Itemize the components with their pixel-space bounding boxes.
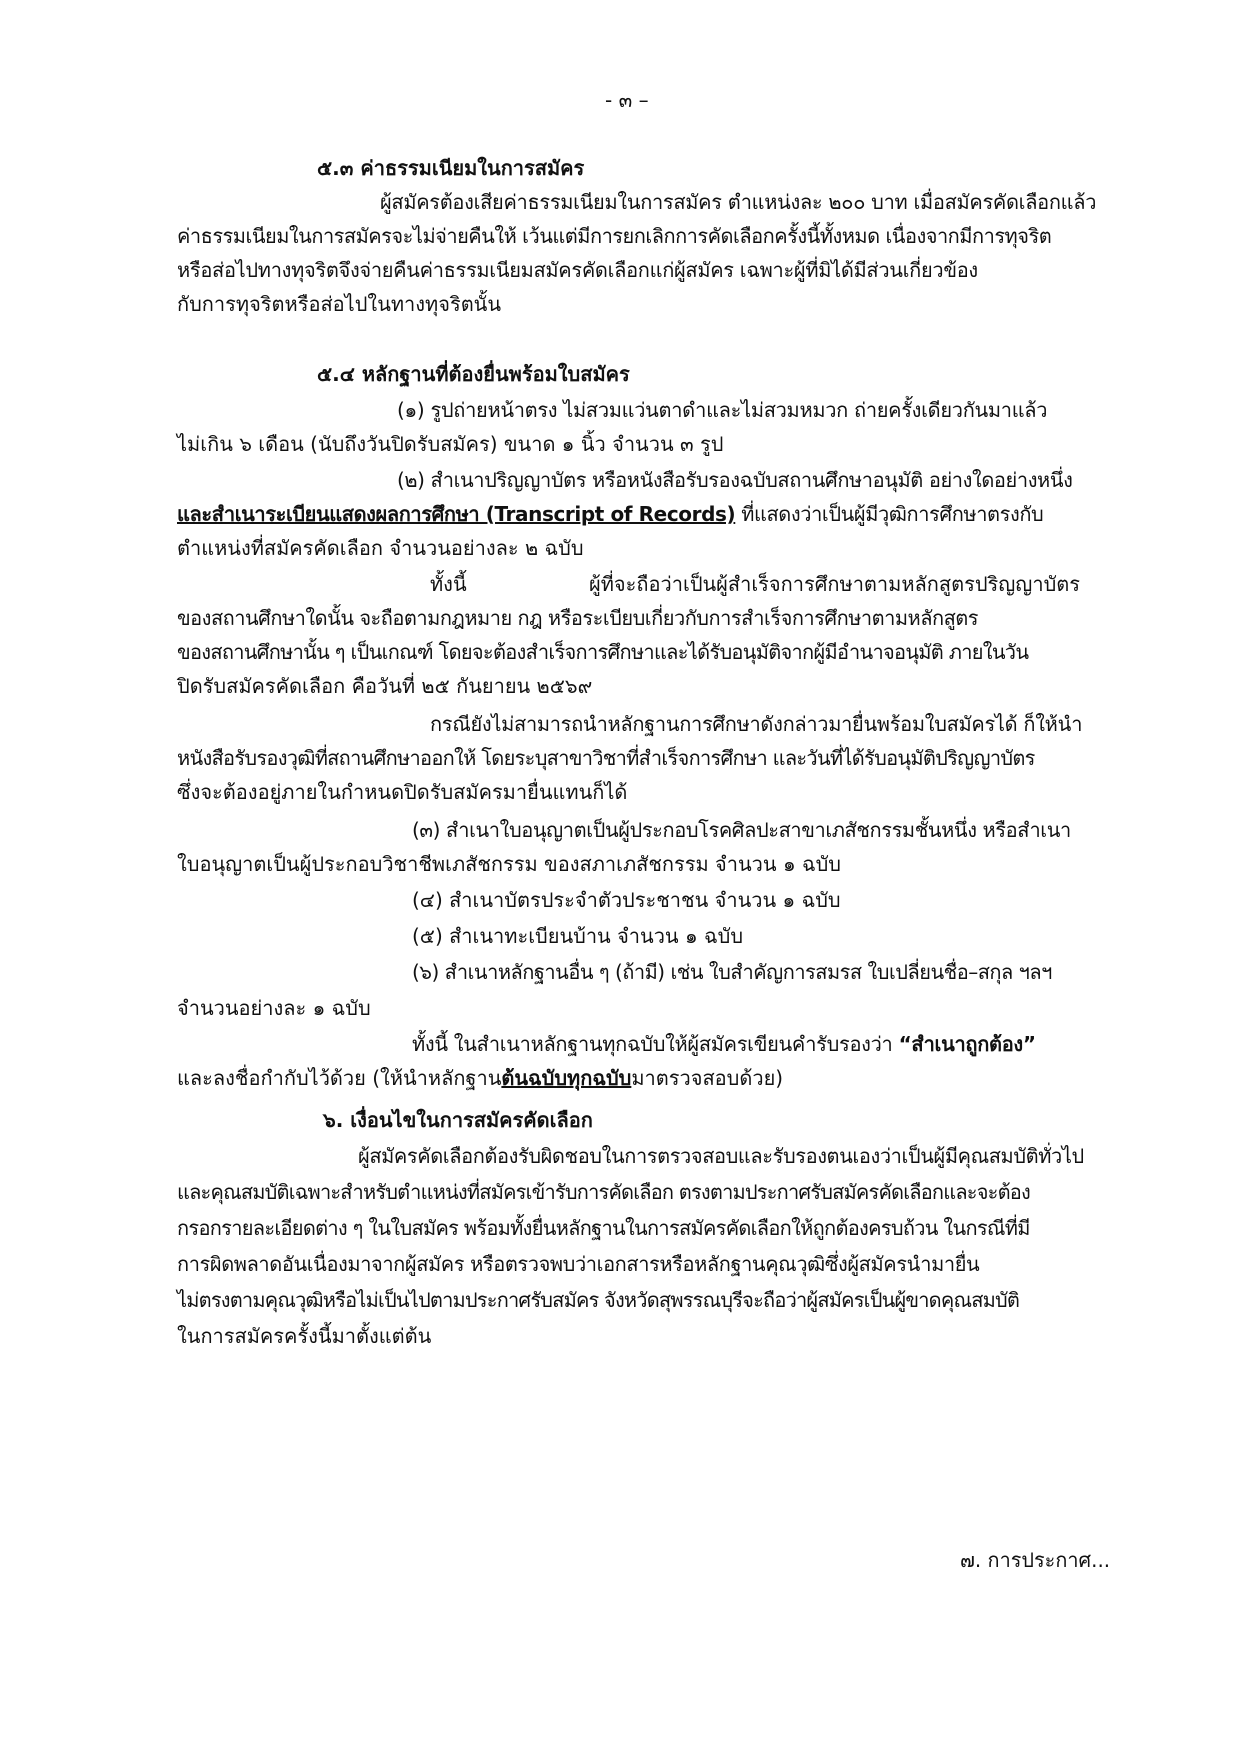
paragraph-line: ผู้สมัครต้องเสียค่าธรรมเนียมในการสมัคร ตำแหน่งละ ๒๐๐ บาท เมื่อสมัครคัดเลือกแล้ว [380,190,1097,214]
section-5-4-heading: ๕.๔ หลักฐานที่ต้องยื่นพร้อมใบสมัคร [317,362,630,386]
continuation-marker: ๗. การประกาศ... [960,1548,1111,1572]
paragraph-line: ซึ่งจะต้องอยู่ภายในกำหนดปิดรับสมัครมายื่นแทนก็ได้ [177,780,628,804]
paragraph-line: หรือส่อไปทางทุจริตจึงจ่ายคืนค่าธรรมเนียมสมัครคัดเลือกแก่ผู้สมัคร เฉพาะผู้ที่มิได้มีส่วนเกี่ยวข้อง [177,258,978,282]
item-2-line-rest: ที่แสดงว่าเป็นผู้มีวุฒิการศึกษาตรงกับ [735,502,1044,526]
note-prefix: และลงชื่อกำกับไว้ด้วย (ให้นำหลักฐาน [177,1066,502,1090]
paragraph-line: กรณียังไม่สามารถนำหลักฐานการศึกษาดังกล่าวมายื่นพร้อมใบสมัครได้ ก็ให้นำ [430,712,1083,736]
paragraph-line: ผู้สมัครคัดเลือกต้องรับผิดชอบในการตรวจสอบและรับรองตนเองว่าเป็นผู้มีคุณสมบัติทั่วไป [358,1144,1084,1168]
item-4-line: (๔) สำเนาบัตรประจำตัวประชาชน จำนวน ๑ ฉบับ [412,888,841,912]
item-2-line: ตำแหน่งที่สมัครคัดเลือก จำนวนอย่างละ ๒ ฉบับ [177,536,584,560]
note-prefix: ทั้งนี้ ในสำเนาหลักฐานทุกฉบับให้ผู้สมัครเขียนคำรับรองว่า [412,1032,899,1056]
certified-copy-phrase: “สำเนาถูกต้อง” [898,1032,1036,1056]
certification-note-line [177,1064,783,1092]
item-5-line: (๕) สำเนาทะเบียนบ้าน จำนวน ๑ ฉบับ [412,924,744,948]
item-2-line: (๒) สำเนาปริญญาบัตร หรือหนังสือรับรองฉบับสถานศึกษาอนุมัติ อย่างใดอย่างหนึ่ง [397,468,1073,492]
page-number: - ๓ – [605,88,649,112]
item-6-line: จำนวนอย่างละ ๑ ฉบับ [177,996,371,1020]
paragraph-line: และคุณสมบัติเฉพาะสำหรับตำแหน่งที่สมัครเข้ารับการคัดเลือก ตรงตามประกาศรับสมัครคัดเลือกและจะต้อง [177,1180,1030,1204]
item-2-line [177,500,1043,528]
section-5-3-heading: ๕.๓ ค่าธรรมเนียมในการสมัคร [317,156,585,180]
paragraph-line: ไม่ตรงตามคุณวุฒิหรือไม่เป็นไปตามประกาศรับสมัคร จังหวัดสุพรรณบุรีจะถือว่าผู้สมัครเป็นผู้ขาดคุณสมบัติ [177,1288,1020,1312]
paragraph-line: ทั้งนี้ ผู้ที่จะถือว่าเป็นผู้สำเร็จการศึกษาตามหลักสูตรปริญญาบัตร [430,572,1080,596]
certification-note-line [412,1030,1036,1058]
paragraph-line: หนังสือรับรองวุฒิที่สถานศึกษาออกให้ โดยระบุสาขาวิชาที่สำเร็จการศึกษา และวันที่ได้รับอนุมัติปริญญาบัตร [177,746,1035,770]
item-3-line: (๓) สำเนาใบอนุญาตเป็นผู้ประกอบโรคศิลปะสาขาเภสัชกรรมชั้นหนึ่ง หรือสำเนา [412,818,1071,842]
item-3-line: ใบอนุญาตเป็นผู้ประกอบวิชาชีพเภสัชกรรม ของสภาเภสัชกรรม จำนวน ๑ ฉบับ [177,852,842,876]
section-6-heading: ๖. เงื่อนไขในการสมัครคัดเลือก [323,1108,593,1132]
paragraph-line: ค่าธรรมเนียมในการสมัครจะไม่จ่ายคืนให้ เว้นแต่มีการยกเลิกการคัดเลือกครั้งนี้ทั้งหมด เนื่องจากมีการทุจริต [177,224,1052,248]
item-1-line: ไม่เกิน ๖ เดือน (นับถึงวันปิดรับสมัคร) ขนาด ๑ นิ้ว จำนวน ๓ รูป [177,432,724,456]
paragraph-line: การผิดพลาดอันเนื่องมาจากผู้สมัคร หรือตรวจพบว่าเอกสารหรือหลักฐานคุณวุฒิซึ่งผู้สมัครนำมายื่น [177,1252,980,1276]
item-1-line: (๑) รูปถ่ายหน้าตรง ไม่สวมแว่นตาดำและไม่สวมหมวก ถ่ายครั้งเดียวกันมาแล้ว [397,398,1048,422]
paragraph-line: กรอกรายละเอียดต่าง ๆ ในใบสมัคร พร้อมทั้งยื่นหลักฐานในการสมัครคัดเลือกให้ถูกต้องครบถ้วน ในกรณีที่มี [177,1216,1030,1240]
item-6-line: (๖) สำเนาหลักฐานอื่น ๆ (ถ้ามี) เช่น ใบสำคัญการสมรส ใบเปลี่ยนชื่อ–สกุล ฯลฯ [412,960,1052,984]
paragraph-line: ของสถานศึกษานั้น ๆ เป็นเกณฑ์ โดยจะต้องสำเร็จการศึกษาและได้รับอนุมัติจากผู้มีอำนาจอนุมัติ ภายในวัน [177,640,1029,664]
paragraph-line: ปิดรับสมัครคัดเลือก คือวันที่ ๒๕ กันยายน ๒๕๖๙ [177,674,593,698]
note-suffix: มาตรวจสอบด้วย) [631,1066,784,1090]
transcript-underlined-text: และสำเนาระเบียนแสดงผลการศึกษา (Transcript of Records) [177,502,736,526]
paragraph-line: ของสถานศึกษาใดนั้น จะถือตามกฎหมาย กฎ หรือระเบียบเกี่ยวกับการสำเร็จการศึกษาตามหลักสูตร [177,606,979,630]
paragraph-line: กับการทุจริตหรือส่อไปในทางทุจริตนั้น [177,292,502,316]
original-documents-underlined: ต้นฉบับทุกฉบับ [501,1066,632,1090]
paragraph-line: ในการสมัครครั้งนี้มาตั้งแต่ต้น [177,1324,432,1348]
